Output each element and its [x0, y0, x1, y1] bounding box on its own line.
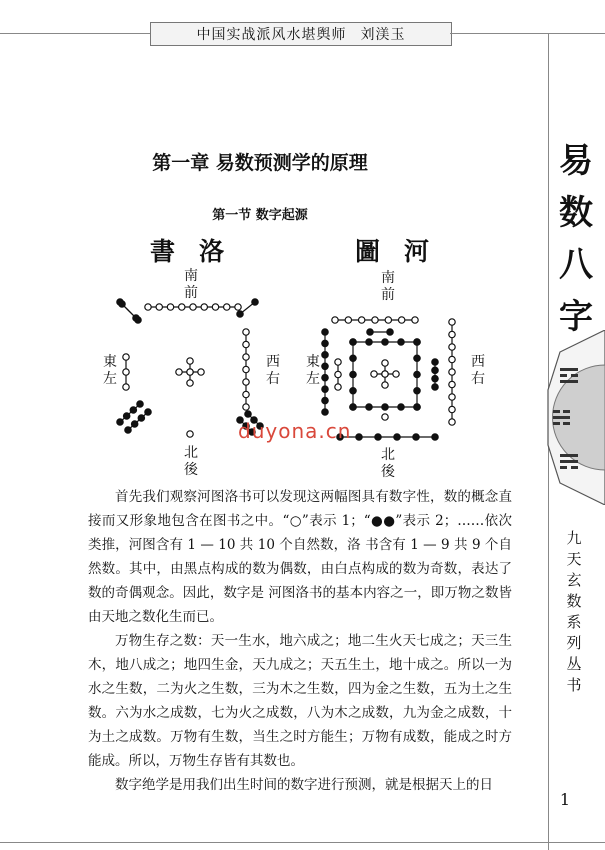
black-dot — [350, 388, 356, 394]
black-dot — [245, 411, 251, 417]
white-dot — [243, 329, 249, 335]
black-dot — [414, 371, 420, 377]
white-dot — [167, 304, 173, 310]
white-dot — [382, 382, 388, 388]
white-dot — [382, 360, 388, 366]
white-dot — [382, 414, 388, 420]
white-dot — [345, 317, 351, 323]
paragraph: 万物生存之数：天一生水，地六成之；地二生火天七成之；天三生木，地八成之；地四生金，天九成之；天五生土，地十成之。所以一为水之生数，二为火之生数，三为木之生数，四为金之生数，五为土之生数。六为水之成数，七为火之成数，八为木之成数，九为金之成数，十为土之成数。万物有生数，当生之时方能生；万物有成数，能成之时方能成。所以，万物生存皆有其数也。 — [88, 633, 512, 769]
white-dot — [332, 317, 338, 323]
white-dot — [243, 341, 249, 347]
black-dot — [125, 427, 131, 433]
white-dot — [123, 354, 129, 360]
black-dot — [414, 355, 420, 361]
header-title: 中国实战派风水堪舆师 — [196, 27, 347, 43]
series-name: 九天玄数系列丛书 — [566, 529, 582, 694]
white-dot — [449, 381, 455, 387]
white-dot — [243, 354, 249, 360]
black-dot — [414, 339, 420, 345]
black-dot — [322, 375, 328, 381]
white-dot — [449, 369, 455, 375]
white-dot — [385, 317, 391, 323]
section-title: 第一节 数字起源 — [212, 208, 308, 223]
white-dot — [449, 331, 455, 337]
black-dot — [322, 352, 328, 358]
white-dot — [145, 304, 151, 310]
paragraph: 首先我们观察河图洛书可以发现这两幅图具有数字性，数的概念直接而又形象地包含在图书之中。“○”表示 1；“●●”表示 2；……依次类推，河图含有 1 — 10 共 10 个自然数，洛 书含有 1 — 9 共 9 个自然数。其中，由黑点构成的数为偶数，由白点构成的数为奇数，表达了数的奇偶观念。因此，数字是 河图洛书的基本内容之一，即万物之数皆由天地之数化生而已。 — [88, 489, 512, 625]
black-dot — [350, 371, 356, 377]
dot-connector — [128, 412, 148, 430]
white-dot — [335, 371, 341, 377]
black-dot — [414, 388, 420, 394]
black-dot — [145, 409, 151, 415]
white-dot — [179, 304, 185, 310]
black-dot — [237, 311, 243, 317]
side-book-title: 易数八字 — [559, 141, 593, 337]
black-dot — [414, 404, 420, 410]
white-dot — [187, 369, 193, 375]
white-dot — [449, 344, 455, 350]
white-dot — [190, 304, 196, 310]
white-dot — [449, 394, 455, 400]
white-dot — [243, 366, 249, 372]
white-dot — [243, 379, 249, 385]
black-dot — [123, 413, 129, 419]
black-dot — [350, 355, 356, 361]
frame-bottom-line — [0, 842, 605, 843]
luoshu-west-label: 西右 — [266, 354, 280, 387]
white-dot — [123, 369, 129, 375]
black-dot — [413, 434, 419, 440]
white-dot — [176, 369, 182, 375]
luoshu-south-label: 南前 — [184, 268, 198, 301]
black-dot — [432, 434, 438, 440]
white-dot — [243, 404, 249, 410]
black-dot — [394, 434, 400, 440]
luoshu-east-label: 東左 — [103, 354, 117, 387]
white-dot — [156, 304, 162, 310]
header-author: 刘渼玉 — [360, 27, 406, 43]
white-dot — [371, 371, 377, 377]
chapter-title: 第一章 易数预测学的原理 — [152, 152, 368, 174]
running-header — [150, 22, 452, 46]
white-dot — [449, 356, 455, 362]
black-dot — [432, 384, 438, 390]
black-dot — [137, 401, 143, 407]
frame-top-left — [0, 33, 150, 34]
black-dot — [432, 359, 438, 365]
white-dot — [243, 391, 249, 397]
white-dot — [198, 369, 204, 375]
black-dot — [322, 329, 328, 335]
black-dot — [130, 407, 136, 413]
page-number: 1 — [559, 790, 571, 809]
white-dot — [398, 317, 404, 323]
black-dot — [138, 415, 144, 421]
white-dot — [382, 371, 388, 377]
black-dot — [367, 329, 373, 335]
white-dot — [393, 371, 399, 377]
paragraph: 数字绝学是用我们出生时间的数字进行预测，就是根据天上的日 — [115, 777, 493, 793]
black-dot — [252, 299, 258, 305]
black-dot — [322, 397, 328, 403]
hetu-north-label: 北後 — [381, 447, 395, 480]
black-dot — [322, 409, 328, 415]
white-dot — [201, 304, 207, 310]
black-dot — [350, 339, 356, 345]
white-dot — [449, 319, 455, 325]
white-dot — [212, 304, 218, 310]
black-dot — [322, 386, 328, 392]
hetu-west-label: 西右 — [471, 354, 485, 387]
black-dot — [432, 375, 438, 381]
luoshu-north-label: 北後 — [184, 445, 198, 478]
white-dot — [449, 406, 455, 412]
bagua-emblem-icon — [520, 330, 605, 505]
black-dot — [322, 340, 328, 346]
black-dot — [382, 404, 388, 410]
white-dot — [412, 317, 418, 323]
black-dot — [133, 315, 139, 321]
black-dot — [387, 329, 393, 335]
black-dot — [322, 363, 328, 369]
white-dot — [335, 359, 341, 365]
white-dot — [187, 431, 193, 437]
white-dot — [235, 304, 241, 310]
black-dot — [432, 367, 438, 373]
watermark: duyona.cn — [238, 419, 352, 443]
white-dot — [224, 304, 230, 310]
black-dot — [119, 301, 125, 307]
black-dot — [382, 339, 388, 345]
black-dot — [366, 339, 372, 345]
frame-top-right — [450, 33, 605, 34]
black-dot — [117, 419, 123, 425]
luoshu-diagram — [117, 299, 263, 437]
black-dot — [398, 339, 404, 345]
body-text — [88, 485, 512, 797]
white-dot — [372, 317, 378, 323]
white-dot — [335, 384, 341, 390]
white-dot — [449, 419, 455, 425]
hetu-east-label: 東左 — [306, 354, 320, 387]
white-dot — [187, 380, 193, 386]
black-dot — [131, 421, 137, 427]
black-dot — [375, 434, 381, 440]
white-dot — [123, 384, 129, 390]
dot-connector — [120, 404, 140, 422]
white-dot — [187, 358, 193, 364]
hetu-south-label: 南前 — [381, 270, 395, 303]
black-dot — [350, 404, 356, 410]
black-dot — [366, 404, 372, 410]
luoshu-title: 書洛 — [150, 237, 249, 266]
black-dot — [356, 434, 362, 440]
white-dot — [358, 317, 364, 323]
hetu-title: 圖河 — [355, 237, 454, 266]
black-dot — [398, 404, 404, 410]
